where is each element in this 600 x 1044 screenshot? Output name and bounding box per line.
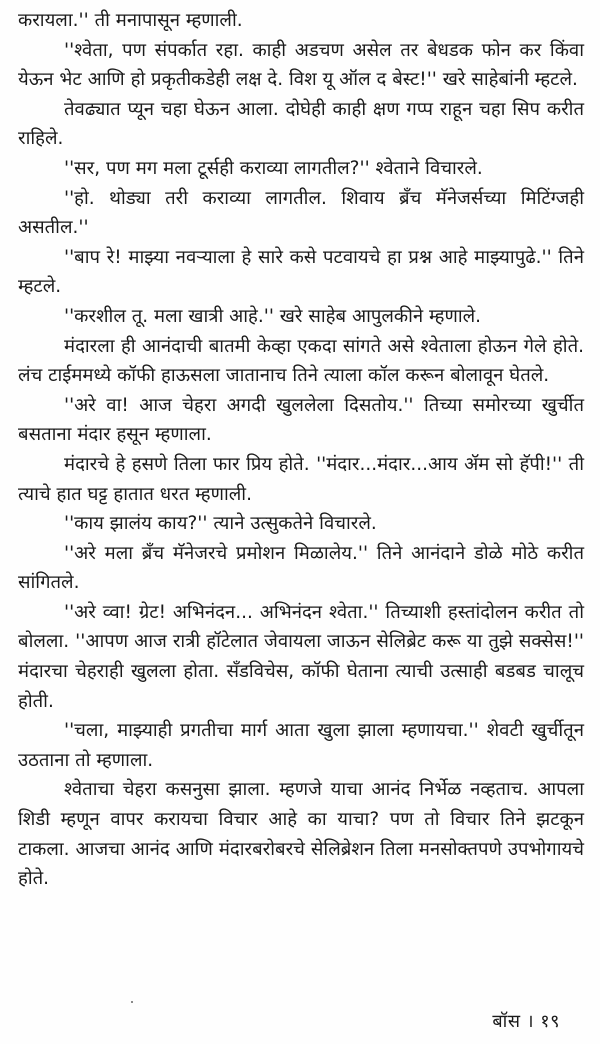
paragraph: तेवढ्यात प्यून चहा घेऊन आला. दोघेही काही क्षण गप्प राहून चहा सिप करीत राहिले. (18, 98, 584, 150)
paragraph: ''बाप रे! माझ्या नवऱ्याला हे सारे कसे पटवायचे हा प्रश्न आहे माझ्यापुढे.'' तिने म्हटले. (18, 246, 584, 298)
paragraph: करायला.'' ती मनापासून म्हणाली. (18, 10, 243, 31)
paragraph: मंदारचे हे हसणे तिला फार प्रिय होते. ''मंदार...मंदार...आय ॲम सो हॅपी!'' ती त्याचे हात घट्ट हातात धरत म्हणाली. (18, 453, 584, 505)
paragraph: ''सर, पण मग मला टूर्सही कराव्या लागतील?'' श्वेताने विचारले. (64, 157, 483, 179)
page-footer: बॉस । १९ (492, 1011, 560, 1032)
paragraph: ''अरे वा! आज चेहरा अगदी खुललेला दिसतोय.'' तिच्या समोरच्या खुर्चीत बसताना मंदार हसून म्हणाला. (18, 394, 584, 446)
paragraph: ''अरे व्वा! ग्रेट! अभिनंदन... अभिनंदन श्वेता.'' तिच्याशी हस्तांदोलन करीत तो बोलला. ''आपण आज रात्री हॉटेलात जेवायला जाऊन सेलिब्रेट करू या तुझे सक्सेस!'' मंदारचा चेहराही खुलला होता. सँडविचेस, कॉफी घेताना त्याची उत्साही बडबड चालूच होती. (18, 601, 584, 712)
paragraph: ''हो. थोड्या तरी कराव्या लागतील. शिवाय ब्रँच मॅनेजर्सच्या मिटिंग्जही असतील.'' (18, 187, 584, 239)
paragraph: ''अरे मला ब्रँच मॅनेजरचे प्रमोशन मिळालेय.'' तिने आनंदाने डोळे मोठे करीत सांगितले. (18, 542, 584, 594)
print-speck (131, 1001, 133, 1003)
body-text (18, 6, 584, 894)
paragraph: ''चला, माझ्याही प्रगतीचा मार्ग आता खुला झाला म्हणायचा.'' शेवटी खुर्चीतून उठताना तो म्हणाला. (18, 720, 584, 771)
paragraph: ''करशील तू. मला खात्री आहे.'' खरे साहेब आपुलकीने म्हणाले. (64, 305, 482, 327)
paragraph: ''काय झालंय काय?'' त्याने उत्सुकतेने विचारले. (64, 513, 377, 535)
paragraph: मंदारला ही आनंदाची बातमी केव्हा एकदा सांगते असे श्वेताला होऊन गेले होते. लंच टाईममध्ये कॉफी हाऊसला जातानाच तिने त्याला कॉल करून बोलावून घेतले. (18, 335, 584, 387)
paragraph: श्वेताचा चेहरा कसनुसा झाला. म्हणजे याचा आनंद निर्भेळ नव्हताच. आपला शिडी म्हणून वापर करायचा विचार आहे का याचा? पण तो विचार तिने झटकून टाकला. आजचा आनंद आणि मंदारबरोबरचे सेलिब्रेशन तिला मनसोक्तपणे उपभोगायचे होते. (18, 779, 584, 890)
paragraph: ''श्वेता, पण संपर्कात रहा. काही अडचण असेल तर बेधडक फोन कर किंवा येऊन भेट आणि हो प्रकृतीकडेही लक्ष दे. विश यू ऑल द बेस्ट!'' खरे साहेबांनी म्हटले. (18, 39, 584, 91)
